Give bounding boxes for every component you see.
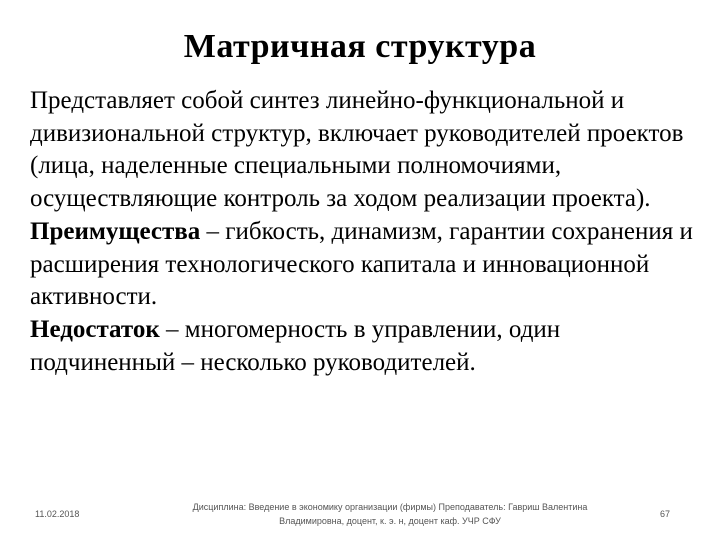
footer-page-number: 67	[660, 509, 671, 519]
definition-paragraph: Представляет собой синтез линейно-функциональной и дивизиональной структур, включает руководителей проектов (лица, наделенные специальными полномочиями, осуществляющие контроль за ходом реализации проекта).	[30, 87, 684, 213]
drawback-text: – многомерность в управлении, один подчиненный – несколько руководителей.	[30, 315, 561, 376]
drawback-label: Недостаток	[30, 315, 160, 343]
footer-course-line-2: Владимировна, доцент, к. э. н, доцент каф. УЧР СФУ	[279, 516, 501, 526]
footer-course-info	[150, 500, 630, 528]
footer-course-line-1: Дисциплина: Введение в экономику организации (фирмы) Преподаватель: Гавриш Валентина	[192, 502, 588, 512]
advantages-text: – гибкость, динамизм, гарантии сохранения и расширения технологического капитала и инновационной активности.	[30, 217, 693, 311]
advantages-label: Преимущества	[30, 217, 201, 245]
advantages-paragraph	[30, 216, 695, 314]
slide-title: Матричная структура	[183, 28, 537, 65]
footer-date: 11.02.2018	[35, 509, 80, 519]
drawback-paragraph	[30, 314, 695, 379]
slide-body	[30, 85, 695, 379]
